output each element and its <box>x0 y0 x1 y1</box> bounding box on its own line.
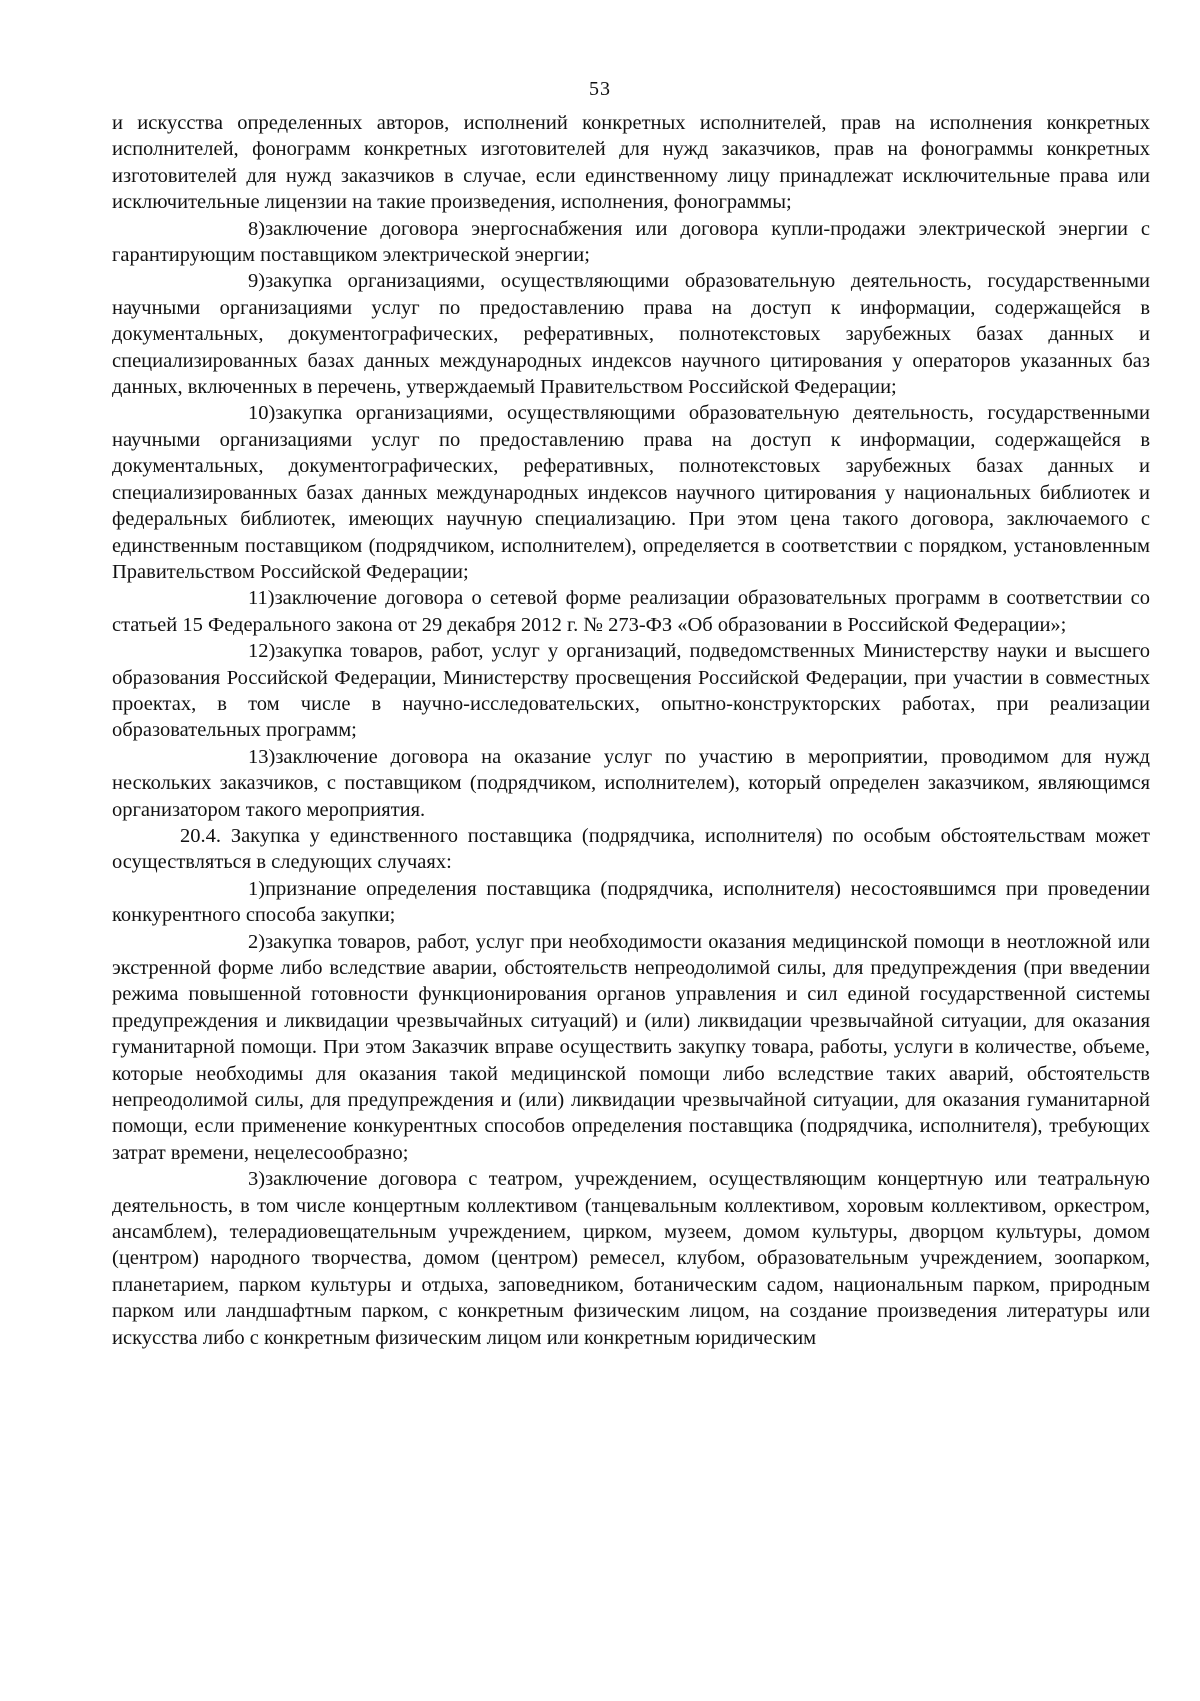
paragraph <box>112 268 1150 400</box>
paragraph <box>112 585 1150 638</box>
list-item-number: 9) <box>248 270 266 293</box>
paragraph-text: 20.4. Закупка у единственного поставщика (подрядчика, исполнителя) по особым обстоятельствам может осуществляться в следующих случаях: <box>112 824 1150 874</box>
paragraph-text: заключение договора на оказание услуг по участию в мероприятии, проводимом для нужд нескольких заказчиков, с поставщиком (подрядчиком, исполнителем), который определен заказчиком, являющимся организатором такого мероприятия. <box>112 745 1150 821</box>
paragraph-text: заключение договора о сетевой форме реализации образовательных программ в соответствии со статьей 15 Федерального закона от 29 декабря 2012 г. № 273-ФЗ «Об образовании в Российской Федерации»; <box>112 587 1150 636</box>
paragraph-text: закупка товаров, работ, услуг у организаций, подведомственных Министерству науки и высшего образования Российской Федерации, Министерству просвещения Российской Федерации, при участии в совместных проектах, в том числе в научно-исследовательских, опытно-конструкторских работах, при реализации образовательных программ; <box>112 640 1150 742</box>
paragraph <box>112 638 1150 744</box>
paragraph-text: заключение договора с театром, учреждением, осуществляющим концертную или театральную деятельность, в том числе концертным коллективом (танцевальным коллективом, хоровым коллективом, оркестром, ансамблем), телерадиовещательным учреждением, цирком, музеем, домом культуры, дворцом культуры, домом (центром) народного творчества, домом (центром) ремесел, клубом, образовательным учреждением, зоопарком, планетарием, парком культуры и отдыха, заповедником, ботаническим садом, национальным парком, природным парком или ландшафтным парком, с конкретным физическим лицом, на создание произведения литературы или искусства либо с конкретным физическим лицом или конкретным юридическим <box>112 1168 1150 1349</box>
paragraph-text: признание определения поставщика (подрядчика, исполнителя) несостоявшимся при проведении конкурентного способа закупки; <box>112 877 1150 927</box>
paragraph-text: закупка организациями, осуществляющими образовательную деятельность, государственными научными организациями услуг по предоставлению права на доступ к информации, содержащейся в документальных, документографических, реферативных, полнотекстовых зарубежных базах данных и специализированных базах данных международных индексов научного цитирования у национальных библиотек и федеральных библиотек, имеющих научную специализацию. При этом цена такого договора, заключаемого с единственным поставщиком (подрядчиком, исполнителем), определяется в соответствии с порядком, установленным Правительством Российской Федерации; <box>112 402 1150 583</box>
list-item-number: 1) <box>248 877 266 900</box>
list-item-number: 2) <box>248 930 266 953</box>
document-body <box>112 110 1150 1351</box>
list-item-number: 10) <box>248 402 276 425</box>
paragraph-text: закупка организациями, осуществляющими образовательную деятельность, государственными научными организациями услуг по предоставлению права на доступ к информации, содержащейся в документальных, документографических, реферативных, полнотекстовых зарубежных базах данных и специализированных базах данных международных индексов научного цитирования у операторов указанных баз данных, включенных в перечень, утверждаемый Правительством Российской Федерации; <box>112 270 1150 399</box>
paragraph <box>112 876 1150 929</box>
page-number: 53 <box>589 78 611 100</box>
list-item-number: 8) <box>248 217 266 240</box>
paragraph <box>112 216 1150 269</box>
paragraph <box>112 929 1150 1167</box>
list-item-number: 13) <box>248 745 276 768</box>
paragraph-text: и искусства определенных авторов, исполнений конкретных исполнителей, прав на исполнения конкретных исполнителей, фонограмм конкретных изготовителей для нужд заказчиков, прав на фонограммы конкретных изготовителей для нужд заказчиков в случае, если единственному лицу принадлежат исключительные права или исключительные лицензии на такие произведения, исполнения, фонограммы; <box>112 112 1150 214</box>
list-item-number: 11) <box>248 587 275 610</box>
list-item-number: 12) <box>248 640 276 663</box>
paragraph <box>112 1166 1150 1351</box>
paragraph-text: закупка товаров, работ, услуг при необходимости оказания медицинской помощи в неотложной или экстренной форме либо вследствие аварии, обстоятельств непреодолимой силы, для предупреждения (при введении режима повышенной готовности функционирования органов управления и сил единой государственной системы предупреждения и ликвидации чрезвычайных ситуаций) и (или) ликвидации чрезвычайной ситуации, для оказания гуманитарной помощи. При этом Заказчик вправе осуществить закупку товара, работы, услуги в количестве, объеме, которые необходимы для оказания такой медицинской помощи либо вследствие таких аварий, обстоятельств непреодолимой силы, для предупреждения и (или) ликвидации чрезвычайной ситуации, для оказания гуманитарной помощи, если применение конкурентных способов определения поставщика (подрядчика, исполнителя), требующих затрат времени, нецелесообразно; <box>112 930 1150 1164</box>
paragraph <box>112 110 1150 216</box>
paragraph-text: заключение договора энергоснабжения или договора купли-продажи электрической энергии с гарантирующим поставщиком электрической энергии; <box>112 217 1150 267</box>
paragraph <box>112 823 1150 876</box>
paragraph <box>112 400 1150 585</box>
paragraph <box>112 744 1150 823</box>
list-item-number: 3) <box>248 1168 266 1191</box>
